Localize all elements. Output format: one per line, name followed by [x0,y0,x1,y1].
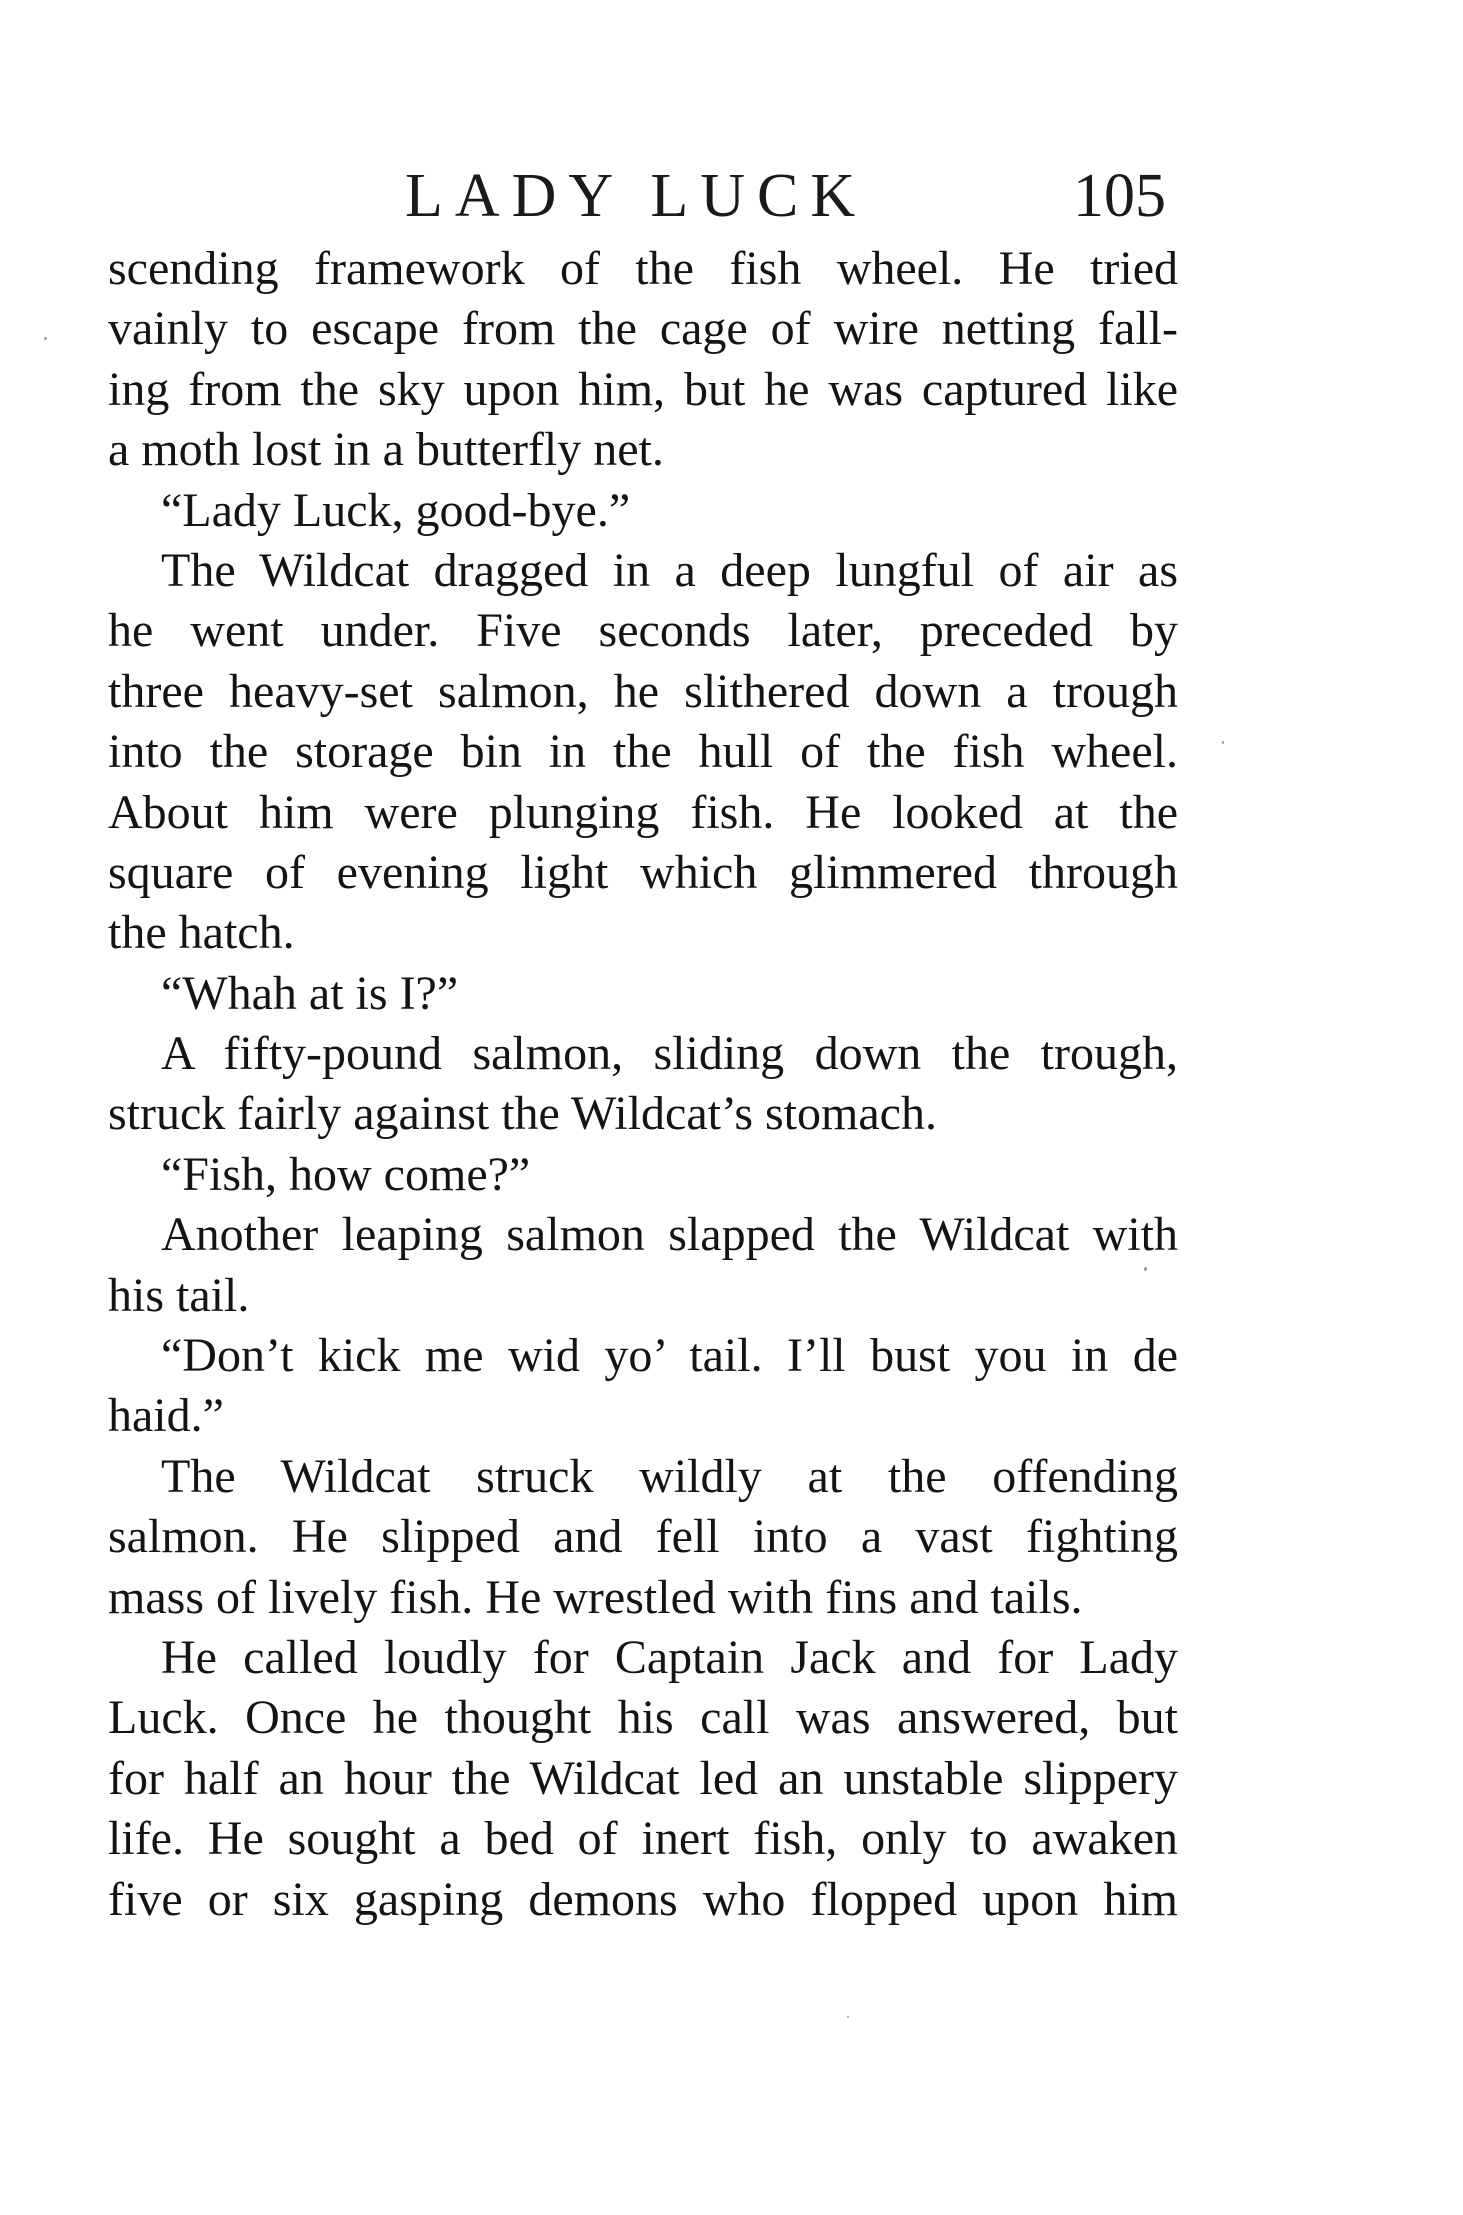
text-line: “Lady Luck, good-bye.” [161,483,631,537]
text-line: ing from the sky upon him, but he was captured like [108,362,1178,416]
text-line: “Whah at is I?” [161,966,459,1020]
text-line: for half an hour the Wildcat led an unstable slippery [108,1751,1178,1805]
text-line: “Don’t kick me wid yo’ tail. I’ll bust you in de [161,1329,1178,1383]
text-line: three heavy-set salmon, he slithered down a trough [108,664,1178,718]
page-number: 105 [1073,162,1166,230]
text-line: A fifty-pound salmon, sliding down the trough, [161,1027,1178,1081]
text-line: the hatch. [108,906,295,960]
text-line: “Fish, how come?” [161,1147,531,1201]
text-line: About him were plunging fish. He looked at the [108,785,1178,839]
text-line: haid.” [108,1389,224,1443]
text-line: into the storage bin in the hull of the fish wheel. [108,725,1178,779]
text-line: Another leaping salmon slapped the Wildcat with [161,1208,1178,1262]
text-line: salmon. He slipped and fell into a vast fighting [108,1510,1178,1564]
text-line: mass of lively fish. He wrestled with fins and tails. [108,1570,1083,1624]
text-line: The Wildcat dragged in a deep lungful of air as [161,543,1178,597]
text-line: struck fairly against the Wildcat’s stomach. [108,1087,937,1141]
text-line: five or six gasping demons who flopped upon him [108,1872,1178,1926]
text-line: his tail. [108,1268,250,1322]
text-line: The Wildcat struck wildly at the offending [161,1449,1178,1503]
text-line: a moth lost in a butterfly net. [108,423,664,477]
ink-speck [1222,741,1224,744]
text-line: square of evening light which glimmered through [108,845,1178,899]
text-line: vainly to escape from the cage of wire netting fall- [108,302,1178,356]
text-line: scending framework of the fish wheel. He tried [108,242,1178,295]
text-line: he went under. Five seconds later, preceded by [108,604,1178,658]
text-line: life. He sought a bed of inert fish, only to awaken [108,1812,1178,1866]
ink-speck [1144,1267,1147,1271]
ink-speck [847,2016,849,2018]
ink-speck [44,337,47,340]
body-text [108,239,1178,1930]
running-title: LADY LUCK [405,162,868,230]
text-line: Luck. Once he thought his call was answered, but [108,1691,1178,1745]
text-line: He called loudly for Captain Jack and for Lady [161,1630,1178,1684]
